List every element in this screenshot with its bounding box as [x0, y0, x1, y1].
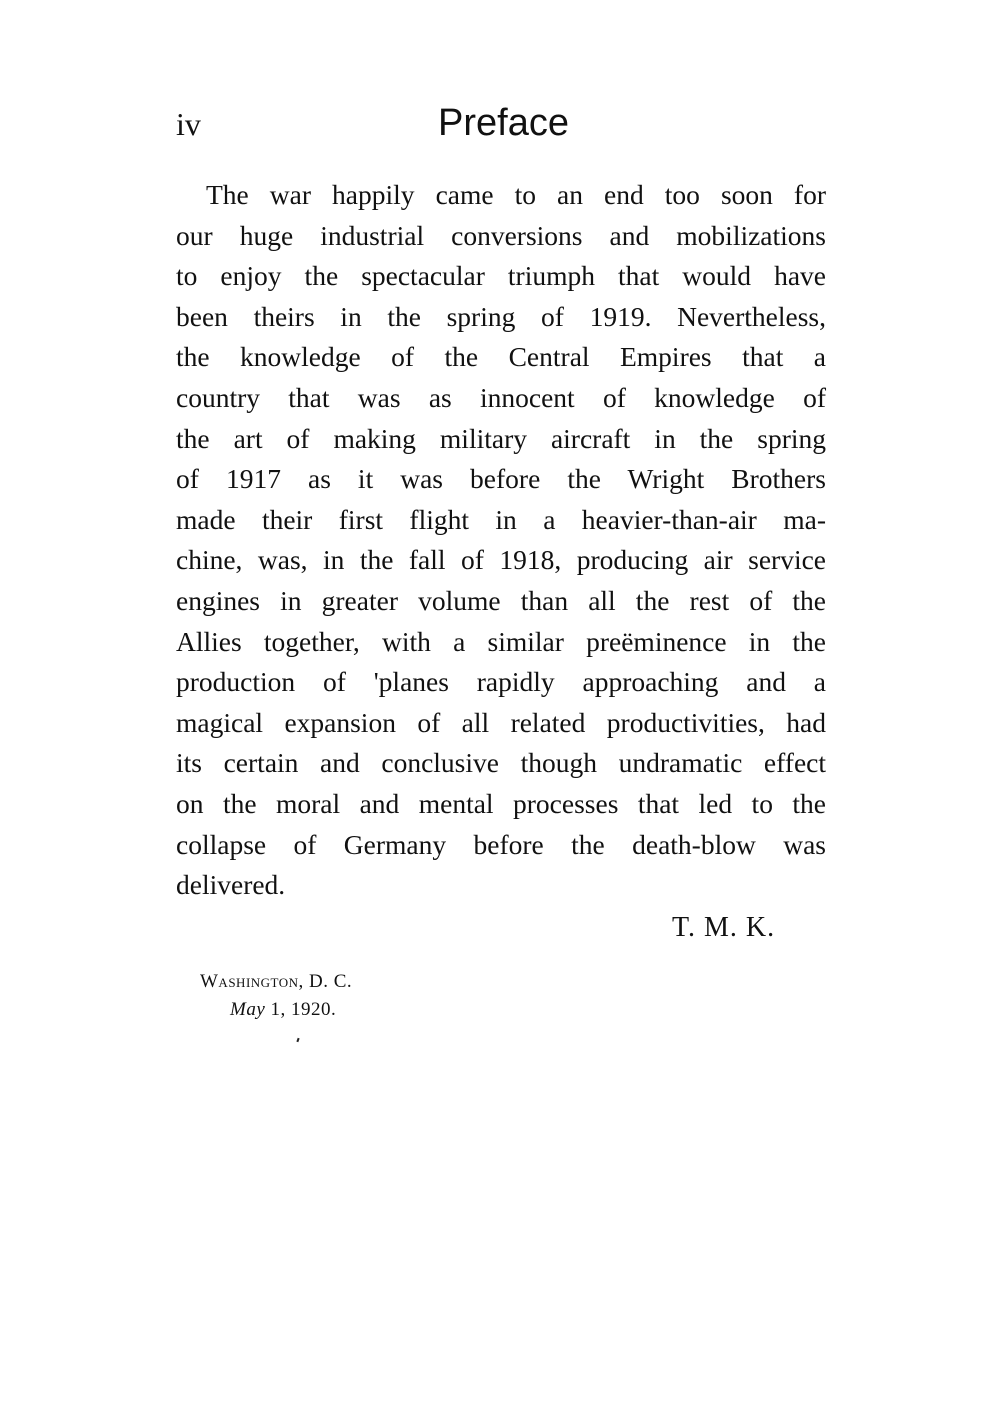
text-line: country that was as innocent of knowledge of [176, 381, 826, 413]
dateline-day-year: 1, 1920. [270, 999, 337, 1020]
text-line: its certain and conclusive though undramatic effect [176, 747, 826, 779]
dateline-month: May [230, 999, 266, 1020]
author-initials: T. M. K. [672, 912, 776, 943]
text-line: of 1917 as it was before the Wright Brothers [176, 463, 826, 495]
page-title: Preface [438, 102, 569, 144]
text-line: engines in greater volume than all the rest of the [176, 584, 826, 616]
text-line: collapse of Germany before the death-blow was [176, 828, 826, 860]
print-speck [296, 1038, 299, 1042]
text-line: The war happily came to an end too soon for [206, 179, 826, 210]
text-line: the art of making military aircraft in the spring [176, 422, 826, 454]
dateline-date [230, 996, 336, 1024]
text-line: been theirs in the spring of 1919. Nevertheless, [176, 300, 826, 332]
text-line: the knowledge of the Central Empires that a [176, 341, 826, 373]
page-number: iv [176, 106, 201, 142]
text-line: chine, was, in the fall of 1918, producing air service [176, 544, 826, 576]
text-line: delivered. [176, 869, 286, 901]
text-line: made their first flight in a heavier-than-air ma- [176, 503, 826, 535]
text-line: our huge industrial conversions and mobilizations [176, 219, 826, 251]
preface-paragraph [176, 175, 826, 906]
dateline-place: Washington, D. C. [200, 971, 353, 992]
text-line: production of 'planes rapidly approaching and a [176, 666, 826, 698]
text-line: to enjoy the spectacular triumph that would have [176, 260, 826, 292]
text-line: magical expansion of all related productivities, had [176, 706, 826, 738]
text-line: on the moral and mental processes that led to the [176, 787, 826, 819]
text-line: Allies together, with a similar preëminence in the [176, 625, 826, 657]
